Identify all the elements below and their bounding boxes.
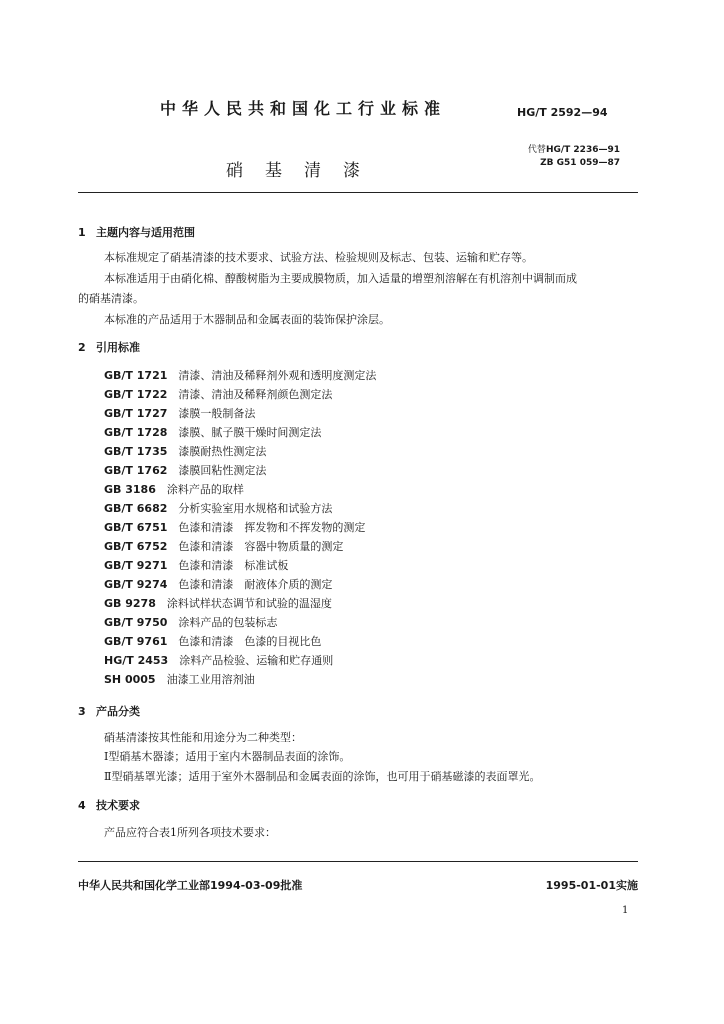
reference-title: 涂料产品的包装标志 <box>178 616 278 629</box>
reference-item <box>104 405 255 421</box>
section-title: 产品分类 <box>96 705 140 718</box>
header-divider <box>78 192 638 193</box>
reference-item <box>104 576 332 592</box>
paragraph: 本标准适用于由硝化棉、醇酸树脂为主要成膜物质，加入适量的增塑剂溶解在有机溶剂中调制而成 <box>104 272 577 285</box>
reference-code: GB 3186 <box>104 483 156 496</box>
reference-title: 分析实验室用水规格和试验方法 <box>178 502 333 515</box>
reference-title: 色漆和清漆 挥发物和不挥发物的测定 <box>178 521 366 534</box>
section-heading <box>78 224 195 240</box>
paragraph-continuation: 的硝基清漆。 <box>78 292 144 305</box>
reference-title: 涂料试样状态调节和试验的温湿度 <box>166 597 332 610</box>
reference-title: 漆膜回粘性测定法 <box>178 464 267 477</box>
reference-item <box>104 633 321 649</box>
reference-title: 涂料产品的取样 <box>166 483 244 496</box>
reference-title: 涂料产品检验、运输和贮存通则 <box>179 654 334 667</box>
reference-item <box>104 595 332 611</box>
reference-title: 色漆和清漆 耐液体介质的测定 <box>178 578 333 591</box>
reference-title: 漆膜、腻子膜干燥时间测定法 <box>178 426 322 439</box>
section-heading <box>78 797 140 813</box>
reference-item <box>104 443 266 459</box>
replaces-block <box>528 144 620 170</box>
reference-item <box>104 557 288 573</box>
reference-code: GB/T 6751 <box>104 521 168 534</box>
paragraph: 硝基清漆按其性能和用途分为二种类型： <box>104 731 302 744</box>
reference-code: GB 9278 <box>104 597 156 610</box>
document-title: 硝基清漆 <box>226 161 382 181</box>
paragraph: 本标准规定了硝基清漆的技术要求、试验方法、检验规则及标志、包装、运输和贮存等。 <box>104 251 533 264</box>
reference-item <box>104 462 266 478</box>
section-title: 引用标准 <box>96 341 140 354</box>
reference-item <box>104 671 255 687</box>
reference-title: 漆膜耐热性测定法 <box>178 445 267 458</box>
reference-title: 色漆和清漆 色漆的目视比色 <box>178 635 322 648</box>
footer-divider <box>78 861 638 862</box>
replaced-standard: ZB G51 059—87 <box>540 158 620 168</box>
reference-title: 色漆和清漆 标准试板 <box>178 559 289 572</box>
reference-item <box>104 481 244 497</box>
paragraph: 产品应符合表1所列各项技术要求： <box>104 826 276 839</box>
section-title: 技术要求 <box>96 799 140 812</box>
standard-type-heading: 中华人民共和国化工行业标准 <box>160 99 447 118</box>
section-number: 2 <box>78 341 86 354</box>
reference-item <box>104 424 321 440</box>
paragraph: Ⅰ型硝基木器漆；适用于室内木器制品表面的涂饰。 <box>104 750 351 763</box>
replaces-label: 代替 <box>527 145 546 155</box>
section-heading <box>78 339 140 355</box>
reference-code: GB/T 9271 <box>104 559 168 572</box>
reference-item <box>104 538 343 554</box>
reference-code: GB/T 1721 <box>104 369 168 382</box>
replaces-line-2 <box>528 157 620 170</box>
reference-item <box>104 367 376 383</box>
reference-code: GB/T 6682 <box>104 502 168 515</box>
page-number: 1 <box>622 905 629 916</box>
reference-code: GB/T 9274 <box>104 578 168 591</box>
replaces-line-1 <box>528 144 620 157</box>
reference-title: 漆膜一般制备法 <box>178 407 256 420</box>
reference-code: GB/T 1762 <box>104 464 168 477</box>
reference-code: SH 0005 <box>104 673 156 686</box>
paragraph: 本标准的产品适用于木器制品和金属表面的装饰保护涂层。 <box>104 313 390 326</box>
standard-code: HG/T 2592—94 <box>517 106 608 119</box>
reference-title: 油漆工业用溶剂油 <box>166 673 255 686</box>
section-number: 1 <box>78 226 86 239</box>
section-heading <box>78 703 140 719</box>
section-title: 主题内容与适用范围 <box>96 226 195 239</box>
replaced-standard: HG/T 2236—91 <box>545 145 620 155</box>
reference-code: GB/T 6752 <box>104 540 168 553</box>
reference-title: 清漆、清油及稀释剂颜色测定法 <box>178 388 333 401</box>
reference-item <box>104 386 332 402</box>
reference-code: GB/T 1728 <box>104 426 168 439</box>
reference-item <box>104 614 277 630</box>
paragraph: Ⅱ型硝基罩光漆；适用于室外木器制品和金属表面的涂饰，也可用于硝基磁漆的表面罩光。 <box>104 770 541 783</box>
reference-code: GB/T 9750 <box>104 616 168 629</box>
effective-date: 1995-01-01实施 <box>545 879 638 892</box>
reference-code: GB/T 9761 <box>104 635 168 648</box>
reference-item <box>104 519 365 535</box>
section-number: 4 <box>78 799 86 812</box>
reference-item <box>104 500 332 516</box>
section-number: 3 <box>78 705 86 718</box>
approval-statement: 中华人民共和国化学工业部1994-03-09批准 <box>78 879 303 892</box>
reference-code: HG/T 2453 <box>104 654 169 667</box>
reference-code: GB/T 1727 <box>104 407 168 420</box>
reference-item <box>104 652 333 668</box>
reference-title: 清漆、清油及稀释剂外观和透明度测定法 <box>178 369 377 382</box>
reference-title: 色漆和清漆 容器中物质量的测定 <box>178 540 344 553</box>
reference-code: GB/T 1722 <box>104 388 168 401</box>
reference-code: GB/T 1735 <box>104 445 168 458</box>
